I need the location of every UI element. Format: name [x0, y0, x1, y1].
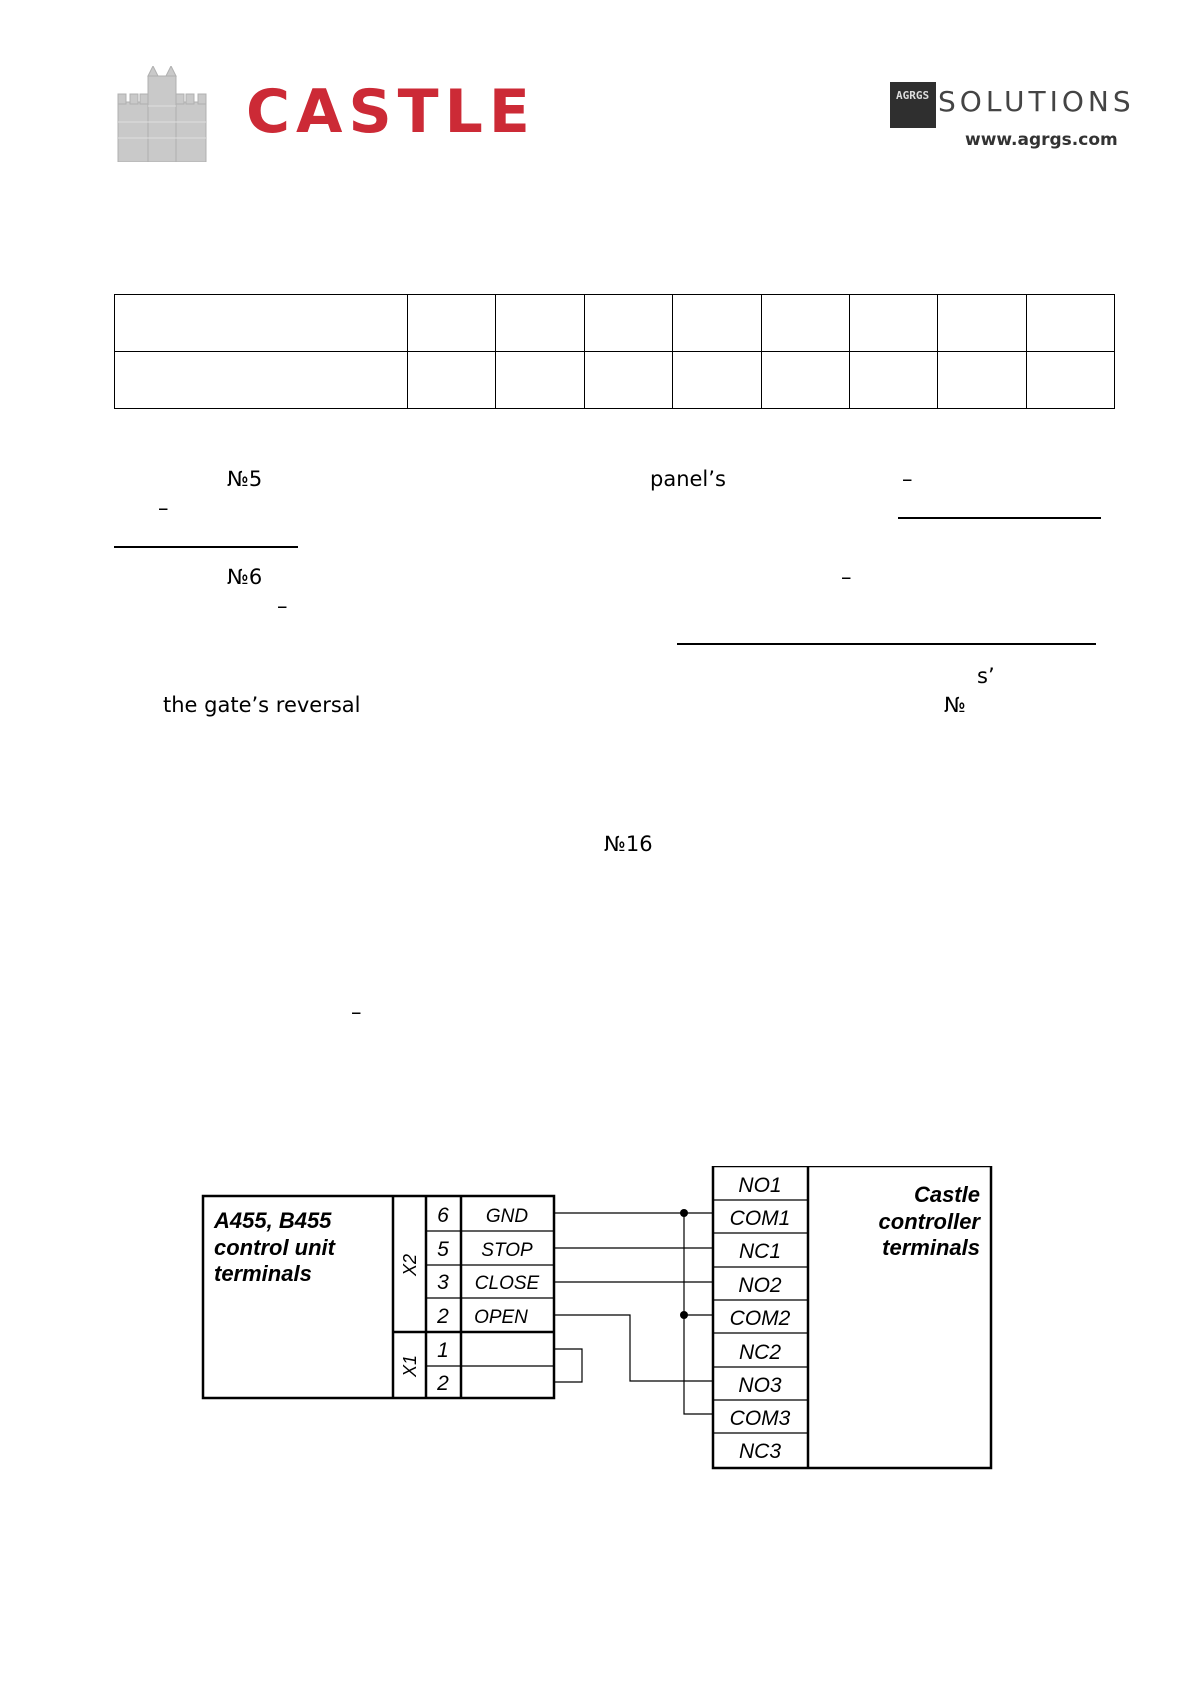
- control-unit-title-line: terminals: [214, 1261, 312, 1286]
- partner-name: SOLUTIONS: [938, 85, 1135, 118]
- text-no5: №5: [227, 467, 263, 491]
- table-cell: [408, 295, 496, 352]
- text-dash: –: [841, 565, 852, 589]
- table-cell: [673, 295, 761, 352]
- table-row: [115, 352, 1115, 409]
- table-cell: [115, 352, 408, 409]
- table-cell: [115, 295, 408, 352]
- control-unit-title-line: control unit: [214, 1235, 335, 1260]
- controller-terminal: NC2: [738, 1341, 782, 1364]
- controller-title-line: controller: [878, 1209, 980, 1234]
- pin-number: 2: [437, 1305, 449, 1328]
- pin-number: 1: [437, 1339, 449, 1362]
- table-cell: [849, 352, 937, 409]
- text-gates-reversal: the gate’s reversal: [163, 693, 361, 717]
- table-cell: [1026, 295, 1114, 352]
- table-cell: [938, 352, 1026, 409]
- underline-rule: [114, 546, 298, 548]
- controller-terminal: NC3: [738, 1440, 782, 1463]
- controller-terminal: COM3: [729, 1407, 791, 1430]
- castle-logo-icon: [112, 66, 212, 162]
- text-panels: panel’s: [650, 467, 726, 491]
- website-link[interactable]: www.agrgs.com: [965, 130, 1118, 150]
- empty-grid-table: [114, 294, 1115, 409]
- controller-terminal: NO1: [738, 1174, 782, 1197]
- table-cell: [673, 352, 761, 409]
- text-no16: №16: [604, 832, 653, 856]
- controller-terminal: COM2: [729, 1307, 791, 1330]
- castle-brand-wordmark: CASTLE: [246, 77, 536, 147]
- text-dash: –: [902, 467, 913, 491]
- table-cell: [849, 295, 937, 352]
- pin-label: OPEN: [474, 1307, 528, 1328]
- control-unit-title-line: A455, B455: [214, 1208, 332, 1233]
- pin-label: GND: [485, 1206, 529, 1227]
- controller-title-line: Castle: [913, 1182, 980, 1207]
- table-cell: [584, 352, 672, 409]
- pin-number: 6: [437, 1204, 449, 1227]
- pin-number: 5: [437, 1238, 449, 1261]
- text-s-apostrophe: s’: [977, 664, 995, 688]
- text-numero: №: [944, 693, 966, 717]
- text-dash: –: [351, 1000, 362, 1024]
- table-cell: [496, 295, 584, 352]
- underline-rule: [677, 643, 1096, 645]
- pin-label: STOP: [481, 1240, 533, 1261]
- table-cell: [584, 295, 672, 352]
- controller-terminal: NO2: [738, 1274, 782, 1297]
- text-dash: –: [277, 594, 288, 618]
- controller-terminal: NO3: [738, 1374, 782, 1397]
- text-dash: –: [158, 496, 169, 520]
- group-label-x1: X1: [400, 1354, 420, 1378]
- group-label-x2: X2: [400, 1253, 420, 1277]
- table-cell: [496, 352, 584, 409]
- table-cell: [408, 352, 496, 409]
- controller-title-line: terminals: [882, 1235, 980, 1260]
- table-cell: [761, 295, 849, 352]
- controller-terminal: COM1: [729, 1207, 791, 1230]
- pin-number: 2: [437, 1372, 449, 1395]
- wiring-diagram: [200, 1166, 1000, 1478]
- table-cell: [1026, 352, 1114, 409]
- pin-number: 3: [437, 1271, 449, 1294]
- controller-terminal: NC1: [738, 1240, 782, 1263]
- table-row: [115, 295, 1115, 352]
- pin-label: CLOSE: [474, 1273, 540, 1294]
- table-cell: [938, 295, 1026, 352]
- agrgs-logo-icon: AGRGS: [890, 82, 936, 128]
- text-no6: №6: [227, 565, 263, 589]
- underline-rule: [898, 517, 1101, 519]
- table-cell: [761, 352, 849, 409]
